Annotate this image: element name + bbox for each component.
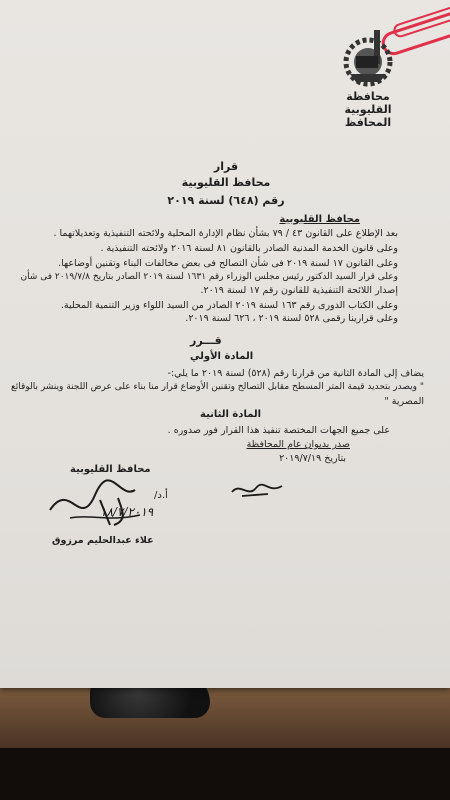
article1-line: المصرية " xyxy=(384,396,424,407)
preamble-heading: محافظ القليوبية xyxy=(279,214,360,225)
signatory-name: علاء عبدالحليم مرزوق xyxy=(52,535,154,546)
preamble-item: إصدار اللائحة التنفيذية للقانون رقم ١٧ لسنة ٢٠١٩. xyxy=(200,285,398,296)
handwritten-date: ١٨/٧/٢٠١٩ xyxy=(100,505,154,519)
logo-text-governorate: محافظة القليوبية xyxy=(344,90,392,116)
article2-title: المادة الثانية xyxy=(200,409,262,420)
signature-prefix: أ.د/ xyxy=(154,490,168,501)
decision-issuer: محافظ القليوبية xyxy=(181,176,271,189)
governorate-logo xyxy=(328,26,408,136)
issued-at: صدر بديوان عام المحافظة xyxy=(246,439,350,450)
article1-line: يضاف إلى المادة الثانية من قرارنا رقم (٥٢٨) لسنة ٢٠١٩ ما يلي:- xyxy=(167,368,424,379)
article2-line: على جميع الجهات المختصة تنفيذ هذا القرار فور صدوره . xyxy=(167,425,390,436)
desk-edge xyxy=(0,688,450,748)
preamble-item: وعلى قانون الخدمة المدنية الصادر بالقانون ٨١ لسنة ٢٠١٦ ولائحته التنفيذية . xyxy=(100,243,398,254)
preamble-item: وعلى قرار السيد الدكتور رئيس مجلس الوزراء رقم ١٦٣١ لسنة ٢٠١٩ الصادر بتاريخ ٢٠١٩/٧/٨ فى شأن xyxy=(20,272,398,282)
preamble-item: وعلى الكتاب الدورى رقم ١٦٣ لسنة ٢٠١٩ الصادر من السيد اللواء وزير التنمية المحلية. xyxy=(60,300,398,311)
decision-title: قرار xyxy=(213,160,239,173)
decision-heading: قـــرر xyxy=(190,334,222,347)
preamble-item: وعلى قرارينا رقمى ٥٢٨ لسنة ٢٠١٩ ، ٦٢٦ لسنة ٢٠١٩. xyxy=(185,313,398,324)
factory-emblem-icon xyxy=(336,26,400,88)
signature-title: محافظ القليوبية xyxy=(70,464,151,475)
preamble-item: بعد الإطلاع على القانون ٤٣ / ٧٩ بشأن نظام الإدارة المحلية ولائحته التنفيذية وتعديلاتهما . xyxy=(53,228,398,239)
preamble-item: وعلى القانون ١٧ لسنة ٢٠١٩ فى شأن التصالح فى بعض مخالفات البناء وتقنين أوضاعها. xyxy=(58,258,398,269)
issue-date: بتاريخ ٢٠١٩/٧/١٩ xyxy=(279,453,346,464)
logo-text-governor: المحافظ xyxy=(344,116,392,129)
article1-title: المادة الأولي xyxy=(190,351,254,362)
decision-number: رقم (٦٤٨) لسنة ٢٠١٩ xyxy=(167,194,285,207)
reviewer-initials xyxy=(228,478,288,502)
article1-line: " ويصدر بتحديد قيمة المتر المسطح مقابل التصالح وتقنين الأوضاع قرار منا بناء على عرض اللجنة وينشر بالوقائع xyxy=(10,382,424,392)
desk-shadow xyxy=(0,748,450,800)
